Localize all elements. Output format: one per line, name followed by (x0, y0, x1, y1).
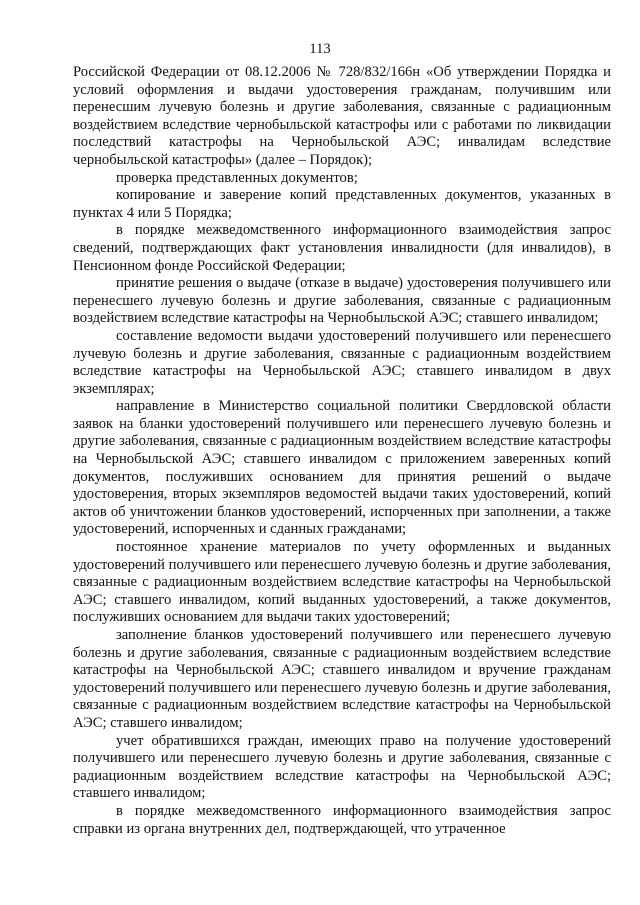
paragraph: постоянное хранение материалов по учету оформленных и выданных удостоверений получившего или перенесшего лучевую болезнь и другие заболевания, связанные с радиационным воздействием вследствие катастрофы на Чернобыльской АЭС; ставшего инвалидом, копий выданных удостоверений, а также документов, послуживших основанием для выдачи таких удостоверений; (73, 539, 611, 626)
paragraph: учет обратившихся граждан, имеющих право на получение удостоверений получившего или перенесшего лучевую болезнь и другие заболевания, связанные с радиационным воздействием вследствие катастрофы на Чернобыльской АЭС; ставшего инвалидом; (73, 732, 611, 802)
paragraph: принятие решения о выдаче (отказе в выдаче) удостоверения получившего или перенесшего лучевую болезнь и другие заболевания, связанные с радиационным воздействием вследствие катастрофы на Чернобыльской АЭС; ставшего инвалидом; (73, 275, 611, 327)
paragraph: направление в Министерство социальной политики Свердловской области заявок на бланки удостоверений получившего или перенесшего лучевую болезнь и другие заболевания, связанные с радиационным воздействием вследствие катастрофы на Чернобыльской АЭС; ставшего инвалидом с приложением заверенных копий документов, послуживших основанием для принятия решений о выдаче удостоверения, вторых экземпляров ведомостей выдачи таких удостоверений, копий актов об уничтожении бланков удостоверений, испорченных при заполнении, а также удостоверений, испорченных и сданных гражданами; (73, 398, 611, 538)
paragraph: в порядке межведомственного информационного взаимодействия запрос справки из органа внутренних дел, подтверждающей, что утраченное (73, 802, 611, 837)
paragraph: составление ведомости выдачи удостоверений получившего или перенесшего лучевую болезнь и другие заболевания, связанные с радиационным воздействием вследствие катастрофы на Чернобыльской АЭС; ставшего инвалидом в двух экземплярах; (73, 327, 611, 397)
paragraph: заполнение бланков удостоверений получившего или перенесшего лучевую болезнь и другие заболевания, связанные с радиационным воздействием вследствие катастрофы на Чернобыльской АЭС; ставшего инвалидом и вручение гражданам удостоверений получившего или перенесшего лучевую болезнь и другие заболевания, связанные с радиационным воздействием вследствие катастрофы на Чернобыльской АЭС; ставшего инвалидом; (73, 627, 611, 731)
document-body (73, 64, 611, 838)
page-number: 113 (309, 41, 331, 57)
paragraph: проверка представленных документов; (116, 169, 358, 186)
paragraph: в порядке межведомственного информационного взаимодействия запрос сведений, подтверждающих факт установления инвалидности (для инвалидов), в Пенсионном фонде Российской Федерации; (73, 222, 611, 274)
paragraph: Российской Федерации от 08.12.2006 № 728/832/166н «Об утверждении Порядка и условий оформления и выдачи удостоверения гражданам, получившим или перенесшим лучевую болезнь и другие заболевания, связанные с радиационным воздействием вследствие чернобыльской катастрофы или с работами по ликвидации последствий катастрофы на Чернобыльской АЭС; инвалидам вследствие чернобыльской катастрофы» (далее – Порядок); (73, 64, 611, 168)
paragraph: копирование и заверение копий представленных документов, указанных в пунктах 4 или 5 Порядка; (73, 187, 611, 221)
